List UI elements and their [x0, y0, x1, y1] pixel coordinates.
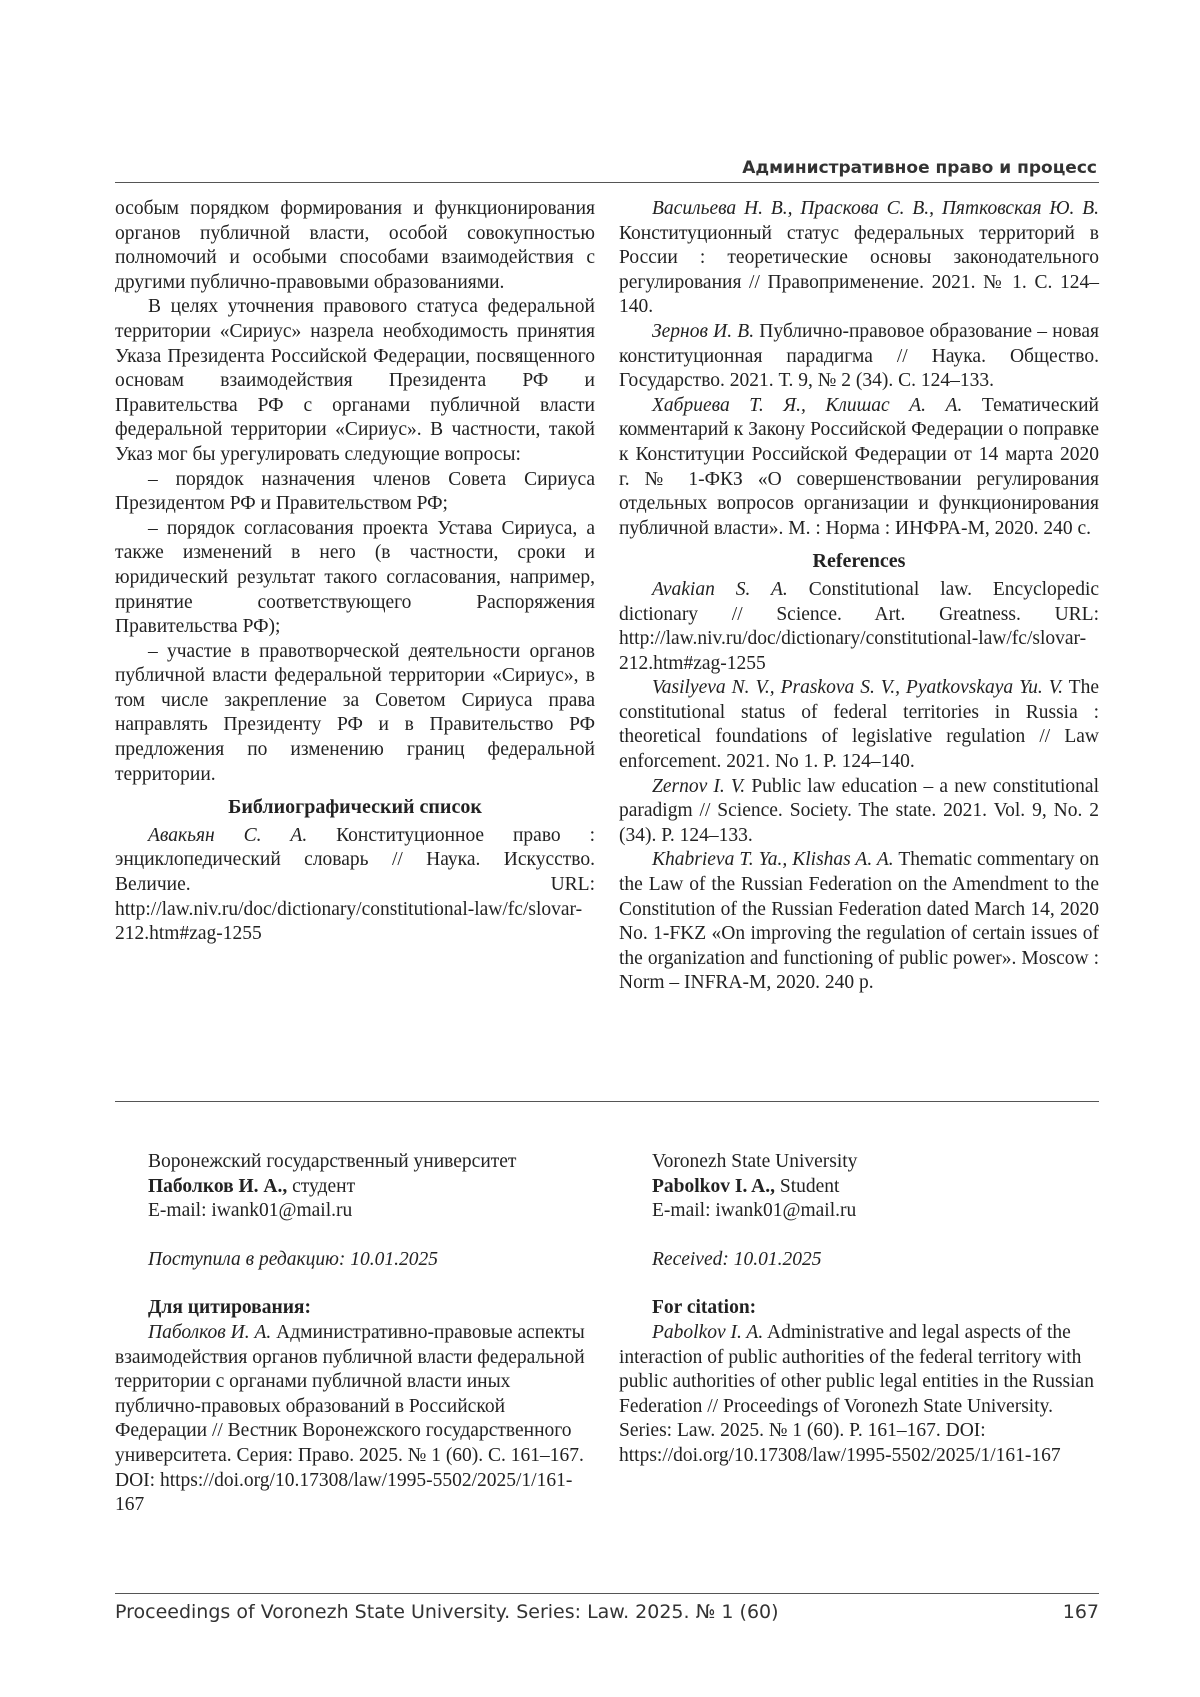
author-role: студент: [287, 1175, 356, 1197]
entry-author: Khabrieva T. Ya., Klishas A. A.: [652, 849, 894, 871]
left-column: [115, 197, 595, 947]
reference-entry: [619, 848, 1099, 996]
journal-name: Proceedings of Voronezh State University. Series: Law. 2025. № 1 (60): [115, 1601, 779, 1623]
citation-author: Паболков И. А.: [148, 1321, 272, 1343]
header-rule: [115, 182, 1099, 183]
section-rule: [115, 1101, 1099, 1102]
entry-author: Авакьян С. А.: [148, 824, 308, 846]
entry-text: Конституционный статус федеральных территорий в России : теоретические основы законодательного регулирования // Правоприменение. 2021. № 1. С. 124–140.: [619, 222, 1099, 318]
entry-author: Васильева Н. В., Праскова С. В., Пятковская Ю. В.: [652, 198, 1099, 219]
right-column: [619, 197, 1099, 996]
entry-author: Zernov I. V.: [652, 775, 746, 797]
page-number: 167: [1062, 1601, 1099, 1623]
author-email: E-mail: iwank01@mail.ru: [652, 1200, 857, 1222]
entry-author: Хабриева Т. Я., Клишас А. А.: [652, 394, 963, 416]
received-date: Received: 10.01.2025: [652, 1248, 822, 1270]
paragraph: В целях уточнения правового статуса федеральной территории «Сириус» назрела необходимость принятия Указа Президента Российской Федерации, посвященного основам взаимодействия Президента РФ и Правительства РФ с органами публичной власти федеральной территории «Сириус». В частности, такой Указ мог бы урегулировать следующие вопросы:: [115, 296, 595, 465]
list-item: – порядок назначения членов Совета Сириуса Президентом РФ и Правительством РФ;: [115, 468, 595, 515]
affiliation: Воронежский государственный университет: [148, 1151, 517, 1172]
citation-text: Паболков И. А. Административно-правовые аспекты взаимодействия органов публичной власти федеральной территории с органами публичной власти иных публично-правовых образований в Российской Федерации // Вестник Воронежского государственного университета. Серия: Право. 2025. № 1 (60). С. 161–167. DOI: https://doi.org/10.17308/law/1995-5502/2025/1/161-167: [115, 1321, 585, 1516]
author-info-ru: [115, 1150, 595, 1518]
reference-entry: [619, 578, 1099, 676]
entry-author: Зернов И. В.: [652, 320, 755, 342]
bibliography-entry: [619, 320, 1099, 394]
running-header: Административное право и процесс: [742, 158, 1097, 178]
author-email: E-mail: iwank01@mail.ru: [148, 1200, 353, 1222]
references-heading: References: [812, 550, 906, 573]
reference-entry: [619, 775, 1099, 849]
citation-text: Pabolkov I. A. Administrative and legal aspects of the interaction of public authorities of the federal territory with public authorities of other public legal entities in the Russian Federation // Proceedings of Voronezh State University. Series: Law. 2025. № 1 (60). P. 161–167. DOI: https://doi.org/10.17308/law/1995-5502/2025/1/161-167: [619, 1321, 1094, 1466]
bibliography-entry: [619, 394, 1099, 542]
entry-text: Thematic commentary on the Law of the Russian Federation on the Amendment to the Constitution of the Russian Federation dated March 14, 2020 No. 1-FKZ «On improving the regulation of certain issues of the organization and functioning of public power». Moscow : Norm – INFRA-M, 2020. 240 p.: [619, 849, 1100, 994]
bibliography-heading: Библиографический список: [228, 796, 482, 819]
entry-author: Vasilyeva N. V., Praskova S. V., Pyatkovskaya Yu. V.: [652, 677, 1064, 699]
bibliography-entry: [619, 197, 1099, 320]
entry-text: The constitutional status of federal territories in Russia : theoretical foundations of legislative regulation // Law enforcement. 2021. No 1. P. 124–140.: [619, 677, 1099, 773]
entry-text: Конституционное право : энциклопедический словарь // Наука. Искусство. Величие. URL: http://law.niv.ru/doc/dictionary/constitutional-law/fc/slovar-212.htm#zag-1255: [115, 824, 595, 945]
citation-heading: Для цитирования:: [148, 1297, 311, 1319]
citation-author: Pabolkov I. A.: [652, 1321, 764, 1343]
list-item: – порядок согласования проекта Устава Сириуса, а также изменений в него (в частности, сроки и юридический результат такого согласования, например, принятие соответствующего Распоряжения Правительства РФ);: [115, 517, 595, 638]
entry-text: Constitutional law. Encyclopedic dictionary // Science. Art. Greatness. URL: http://law.niv.ru/doc/dictionary/constitutional-law/fc/slovar-212.htm#zag-1255: [619, 578, 1100, 674]
entry-text: Public law education – a new constitutional paradigm // Science. Society. The state. 2021. Vol. 9, No. 2 (34). P. 124–133.: [619, 775, 1099, 846]
author-name: Pabolkov I. A.,: [652, 1175, 775, 1197]
entry-text: Тематический комментарий к Закону Российской Федерации о поправке к Конституции Российской Федерации от 14 марта 2020 г. № 1-ФКЗ «О совершенствовании регулирования отдельных вопросов организации и функционирования публичной власти». М. : Норма : ИНФРА-М, 2020. 240 с.: [619, 394, 1099, 539]
bibliography-entry: [115, 824, 595, 947]
footer-rule: [115, 1593, 1099, 1594]
entry-author: Avakian S. A.: [652, 578, 788, 600]
citation-heading: For citation:: [652, 1297, 757, 1319]
author-name: Паболков И. А.,: [148, 1175, 288, 1197]
page-footer: [115, 1601, 1099, 1623]
reference-entry: [619, 676, 1099, 774]
author-line: [619, 1175, 1099, 1200]
author-line: [115, 1175, 595, 1200]
paragraph: особым порядком формирования и функционирования органов публичной власти, особой совокупностью полномочий и особыми способами взаимодействия с другими публично-правовыми образованиями.: [115, 198, 595, 293]
entry-text: Публично-правовое образование – новая конституционная парадигма // Наука. Общество. Государство. 2021. Т. 9, № 2 (34). С. 124–133.: [619, 320, 1099, 392]
affiliation: Voronezh State University: [652, 1151, 858, 1172]
received-date: Поступила в редакцию: 10.01.2025: [148, 1248, 438, 1270]
author-info-en: [619, 1150, 1099, 1469]
list-item: – участие в правотворческой деятельности органов публичной власти федеральной территории «Сириус», в том числе закрепление за Советом Сириуса права направлять Президенту РФ и в Правительство РФ предложения по изменению границ федеральной территории.: [115, 640, 595, 785]
author-role: Student: [775, 1175, 840, 1197]
